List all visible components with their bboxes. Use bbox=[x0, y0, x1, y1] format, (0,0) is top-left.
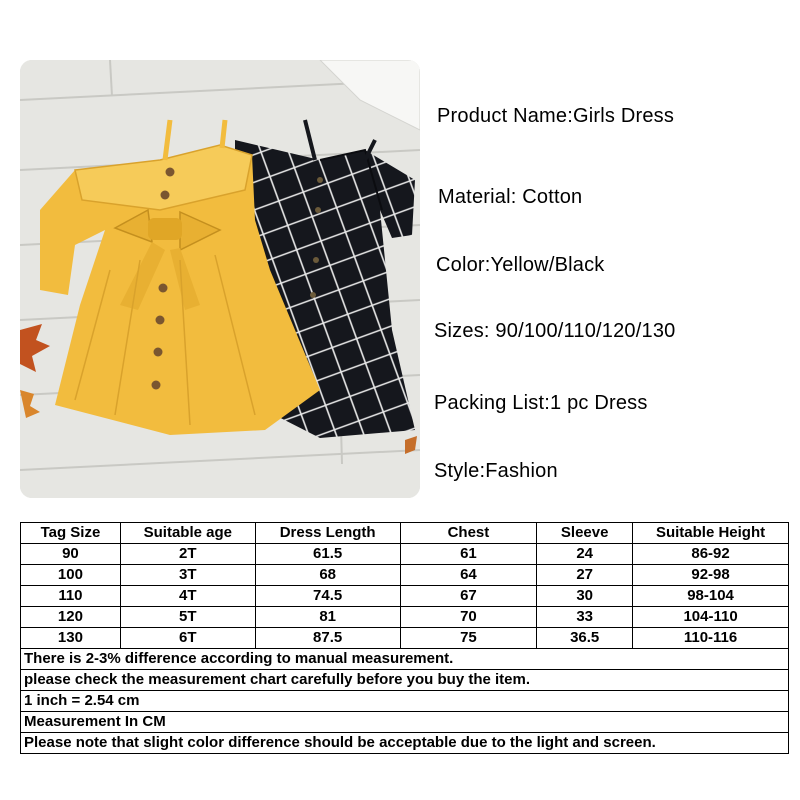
table-cell: 27 bbox=[537, 565, 633, 586]
table-cell: 130 bbox=[21, 628, 121, 649]
table-cell: 30 bbox=[537, 586, 633, 607]
table-row bbox=[21, 586, 789, 607]
table-cell: 100 bbox=[21, 565, 121, 586]
spec-sizes: Sizes: 90/100/110/120/130 bbox=[434, 320, 676, 342]
spec-packing-list: Packing List:1 pc Dress bbox=[434, 392, 648, 414]
note-measurement-difference: There is 2-3% difference according to manual measurement. bbox=[21, 649, 789, 670]
table-cell: 92-98 bbox=[633, 565, 789, 586]
table-row bbox=[21, 565, 789, 586]
note-row bbox=[21, 649, 789, 670]
table-cell: 120 bbox=[21, 607, 121, 628]
table-cell: 74.5 bbox=[255, 586, 400, 607]
header-tag-size: Tag Size bbox=[21, 523, 121, 544]
note-inch-conversion: 1 inch = 2.54 cm bbox=[21, 691, 789, 712]
table-cell: 64 bbox=[400, 565, 537, 586]
table-cell: 110 bbox=[21, 586, 121, 607]
spec-product-name: Product Name:Girls Dress bbox=[437, 105, 675, 127]
table-cell: 87.5 bbox=[255, 628, 400, 649]
table-header-row bbox=[21, 523, 789, 544]
table-cell: 68 bbox=[255, 565, 400, 586]
header-dress-length: Dress Length bbox=[255, 523, 400, 544]
table-row bbox=[21, 544, 789, 565]
note-row bbox=[21, 712, 789, 733]
table-cell: 61.5 bbox=[255, 544, 400, 565]
note-row bbox=[21, 670, 789, 691]
note-check-chart: please check the measurement chart carefully before you buy the item. bbox=[21, 670, 789, 691]
header-suitable-age: Suitable age bbox=[120, 523, 255, 544]
table-cell: 75 bbox=[400, 628, 537, 649]
header-chest: Chest bbox=[400, 523, 537, 544]
table-row bbox=[21, 607, 789, 628]
table-cell: 2T bbox=[120, 544, 255, 565]
table-cell: 98-104 bbox=[633, 586, 789, 607]
table-row bbox=[21, 628, 789, 649]
table-cell: 81 bbox=[255, 607, 400, 628]
spec-style: Style:Fashion bbox=[434, 460, 558, 482]
table-cell: 33 bbox=[537, 607, 633, 628]
note-row bbox=[21, 691, 789, 712]
table-cell: 70 bbox=[400, 607, 537, 628]
table-cell: 61 bbox=[400, 544, 537, 565]
table-cell: 86-92 bbox=[633, 544, 789, 565]
note-measurement-unit: Measurement In CM bbox=[21, 712, 789, 733]
spec-color: Color:Yellow/Black bbox=[436, 254, 605, 276]
table-cell: 3T bbox=[120, 565, 255, 586]
table-cell: 24 bbox=[537, 544, 633, 565]
header-sleeve: Sleeve bbox=[537, 523, 633, 544]
table-cell: 6T bbox=[120, 628, 255, 649]
spec-material: Material: Cotton bbox=[438, 186, 583, 208]
table-cell: 104-110 bbox=[633, 607, 789, 628]
note-color-difference: Please note that slight color difference should be acceptable due to the light and screen. bbox=[21, 733, 789, 754]
size-chart-table bbox=[20, 522, 789, 754]
table-cell: 36.5 bbox=[537, 628, 633, 649]
table-cell: 5T bbox=[120, 607, 255, 628]
note-row bbox=[21, 733, 789, 754]
table-cell: 67 bbox=[400, 586, 537, 607]
table-cell: 4T bbox=[120, 586, 255, 607]
table-cell: 90 bbox=[21, 544, 121, 565]
table-cell: 110-116 bbox=[633, 628, 789, 649]
header-suitable-height: Suitable Height bbox=[633, 523, 789, 544]
product-photo bbox=[20, 60, 420, 498]
